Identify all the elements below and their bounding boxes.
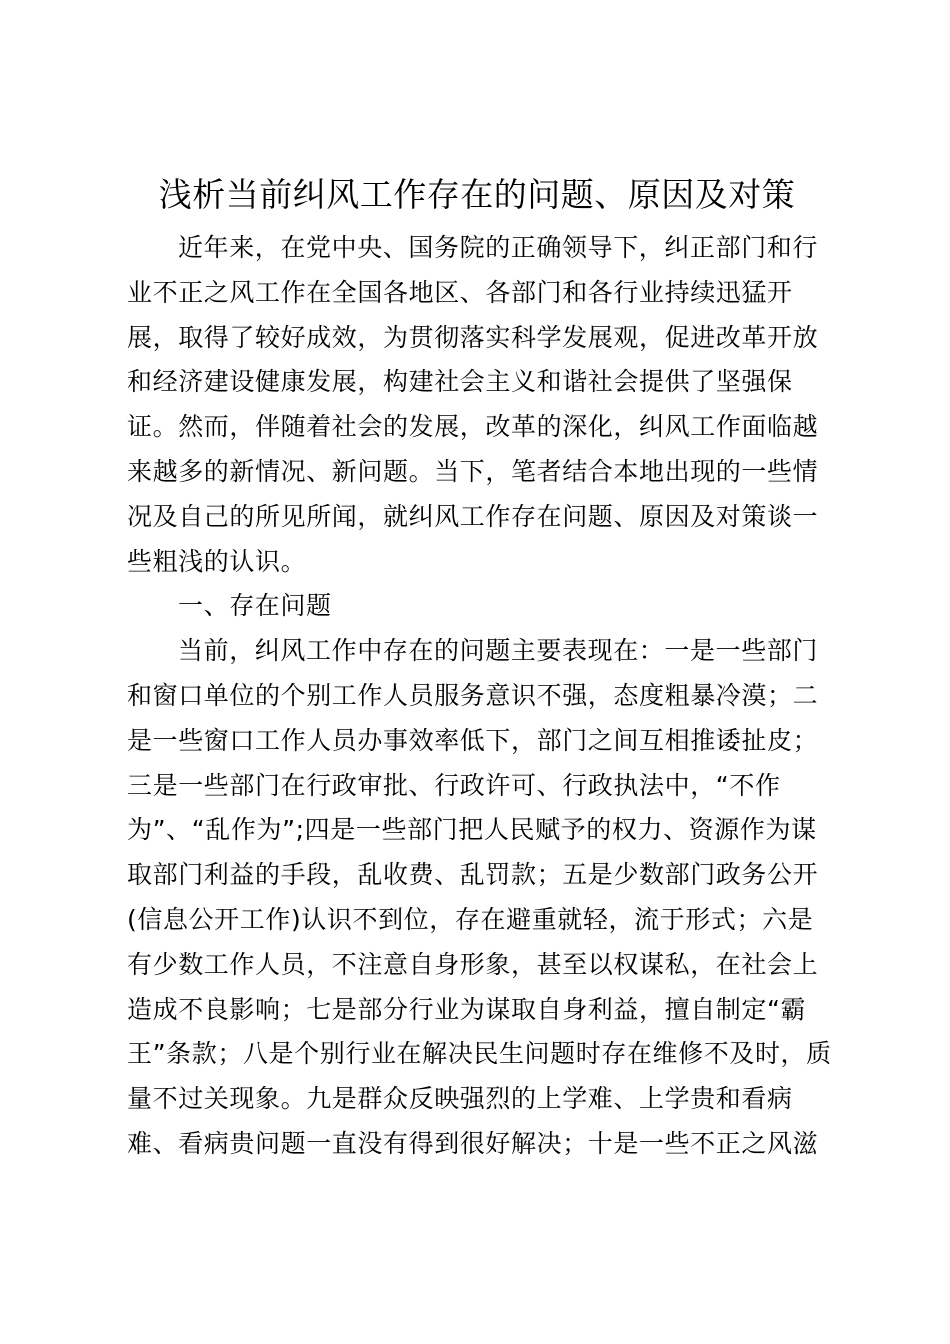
text-line: (信息公开工作)认识不到位，存在避重就轻，流于形式；六是 [127,904,814,934]
text-line: 造成不良影响；七是部分行业为谋取自身利益，擅自制定“霸 [127,994,807,1024]
text-line: 证。然而，伴随着社会的发展，改革的深化，纠风工作面临越 [127,412,819,442]
text-line: 和窗口单位的个别工作人员服务意识不强，态度粗暴冷漠；二 [127,680,819,710]
text-line: 业不正之风工作在全国各地区、各部门和各行业持续迅猛开 [127,277,793,307]
body-paragraph [127,629,832,1167]
text-line: 取部门利益的手段，乱收费、乱罚款；五是少数部门政务公开 [127,860,819,890]
intro-paragraph [127,226,827,584]
section-heading: 一、存在问题 [178,591,332,621]
text-line: 和经济建设健康发展，构建社会主义和谐社会提供了坚强保 [127,367,793,397]
text-line: 王”条款；八是个别行业在解决民生问题时存在维修不及时，质 [127,1039,832,1069]
text-line: 近年来，在党中央、国务院的正确领导下，纠正部门和行 [178,233,819,262]
text-line: 来越多的新情况、新问题。当下，笔者结合本地出现的一些情 [127,456,819,486]
text-line: 是一些窗口工作人员办事效率低下，部门之间互相推诿扯皮； [127,725,819,755]
text-line: 难、看病贵问题一直没有得到很好解决；十是一些不正之风滋 [127,1128,819,1158]
text-line: 有少数工作人员，不注意自身形象，甚至以权谋私，在社会上 [127,949,819,979]
text-line: 为”、“乱作为”;四是一些部门把人民赋予的权力、资源作为谋 [127,815,817,845]
document-title: 浅析当前纠风工作存在的问题、原因及对策 [158,175,796,214]
text-line: 况及自己的所见所闻，就纠风工作存在问题、原因及对策谈一 [127,501,819,531]
text-line: 量不过关现象。九是群众反映强烈的上学难、上学贵和看病 [127,1084,793,1114]
text-line: 展，取得了较好成效，为贯彻落实科学发展观，促进改革开放 [127,322,819,352]
text-line: 些粗浅的认识。 [127,546,307,576]
document-page [127,170,832,1167]
text-line: 当前，纠风工作中存在的问题主要表现在：一是一些部门 [178,636,819,666]
text-line: 三是一些部门在行政审批、行政许可、行政执法中，“不作 [127,770,781,800]
